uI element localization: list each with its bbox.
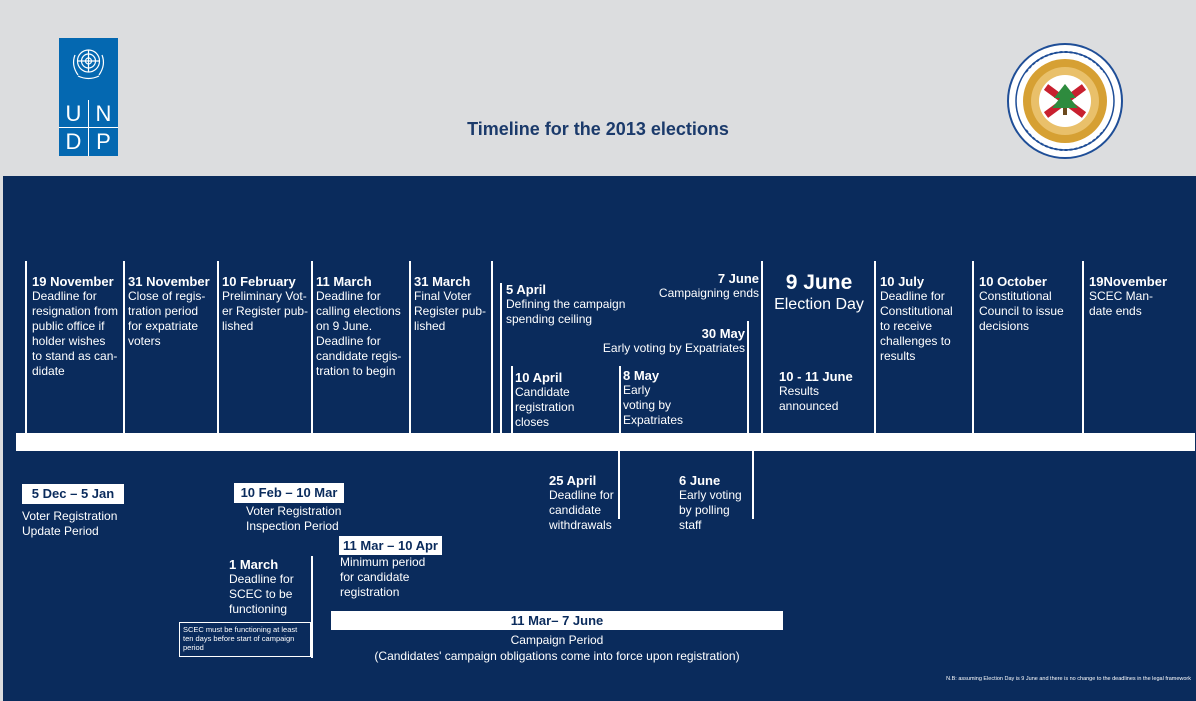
event-11-march bbox=[316, 274, 408, 379]
event-text: Results announced bbox=[779, 384, 839, 413]
timeline-panel bbox=[3, 176, 1196, 701]
event-date: 8 May bbox=[623, 368, 660, 383]
undp-letter-d: D bbox=[65, 129, 82, 154]
event-text: Election Day bbox=[774, 296, 864, 313]
tick-line bbox=[1082, 261, 1084, 433]
event-text: Deadline for calling elections on 9 June. Deadline for candidate regis- tration to begin bbox=[316, 289, 402, 378]
un-emblem-icon bbox=[66, 43, 111, 83]
event-date: 10 - 11 June bbox=[779, 369, 853, 384]
campaign-period-bar: 11 Mar– 7 June bbox=[331, 611, 783, 630]
event-6-june bbox=[679, 473, 751, 533]
event-10-october bbox=[979, 274, 1079, 334]
event-30-may bbox=[583, 326, 745, 356]
event-text: Deadline for resignation from public office if holder wishes to stand as can- didate bbox=[32, 289, 119, 378]
event-text: Early voting by Expatriates bbox=[602, 341, 745, 355]
event-date: 6 June bbox=[679, 473, 721, 488]
tick-line bbox=[409, 261, 411, 433]
event-date: 10 February bbox=[222, 274, 296, 289]
period-text: Voter Registration Update Period bbox=[22, 509, 118, 538]
event-date: 9 June bbox=[785, 271, 853, 294]
header bbox=[0, 0, 1196, 175]
event-text: Deadline for Constitutional to receive challenges to results bbox=[880, 289, 953, 363]
event-date: 10 July bbox=[880, 274, 925, 289]
footnote: N.B: assuming Election Day is 9 June and there is no change to the deadlines in the legal framework bbox=[946, 676, 1191, 682]
event-1-march bbox=[229, 557, 309, 617]
undp-letter-u: U bbox=[65, 101, 82, 126]
event-date: 5 April bbox=[506, 282, 546, 297]
scec-note: SCEC must be functioning at least ten days before start of campaign period bbox=[179, 622, 311, 657]
event-date: 19 November bbox=[32, 274, 114, 289]
tick-line bbox=[311, 556, 313, 658]
event-text: Deadline for SCEC to be functioning bbox=[229, 572, 294, 616]
campaign-period-subtext: (Candidates' campaign obligations come into force upon registration) bbox=[374, 649, 740, 663]
event-10-february bbox=[222, 274, 312, 334]
event-text: Constitutional Council to issue decisions bbox=[979, 289, 1064, 333]
tick-line bbox=[619, 366, 621, 433]
period-label: 11 Mar – 10 Apr bbox=[339, 536, 442, 555]
event-date: 11 March bbox=[316, 274, 372, 289]
undp-letter-n: N bbox=[95, 101, 112, 126]
event-date: 10 April bbox=[515, 370, 563, 385]
event-7-june bbox=[633, 271, 759, 301]
event-date: 1 March bbox=[229, 557, 279, 572]
undp-letter-p: P bbox=[96, 129, 111, 154]
timeline-bar bbox=[16, 433, 1195, 451]
event-19-november bbox=[32, 274, 127, 379]
tick-line bbox=[511, 366, 513, 433]
period-text: Minimum period for candidate registration bbox=[340, 555, 426, 599]
tick-line bbox=[972, 261, 974, 433]
period-label: 5 Dec – 5 Jan bbox=[22, 484, 124, 504]
tick-line bbox=[874, 261, 876, 433]
event-text: Early voting by Expatriates bbox=[623, 383, 684, 427]
event-date: 19November bbox=[1089, 274, 1168, 289]
event-text: SCEC Man- date ends bbox=[1089, 289, 1154, 318]
event-text: Defining the campaign spending ceiling bbox=[506, 297, 626, 326]
ministry-seal-logo bbox=[1006, 42, 1124, 160]
event-text: Candidate registration closes bbox=[515, 385, 575, 429]
event-10-july bbox=[880, 274, 972, 364]
event-text: Preliminary Vot- er Register pub- lished bbox=[222, 289, 309, 333]
period-label: 10 Feb – 10 Mar bbox=[234, 483, 344, 503]
event-19november bbox=[1089, 274, 1189, 319]
event-date: 10 October bbox=[979, 274, 1047, 289]
period-text: Voter Registration Inspection Period bbox=[246, 504, 342, 533]
event-31-march bbox=[414, 274, 496, 334]
event-date: 31 November bbox=[128, 274, 210, 289]
event-9-june-election-day bbox=[765, 271, 873, 315]
event-text: Final Voter Register pub- lished bbox=[414, 289, 487, 333]
event-5-april bbox=[506, 282, 646, 327]
tick-line bbox=[752, 451, 754, 519]
event-text: Deadline for candidate withdrawals bbox=[549, 488, 614, 532]
event-8-may bbox=[623, 368, 713, 428]
tick-line bbox=[761, 261, 763, 433]
tick-line bbox=[25, 261, 27, 433]
event-date: 30 May bbox=[701, 326, 745, 341]
event-text: Early voting by polling staff bbox=[679, 488, 742, 532]
event-31-november bbox=[128, 274, 220, 349]
event-10-april bbox=[515, 370, 605, 430]
tick-line bbox=[500, 283, 502, 433]
event-date: 31 March bbox=[414, 274, 471, 289]
event-text: Campaigning ends bbox=[658, 286, 759, 300]
event-date: 25 April bbox=[549, 473, 597, 488]
campaign-period-text: Campaign Period bbox=[510, 633, 604, 647]
event-date: 7 June bbox=[717, 271, 759, 286]
event-25-april bbox=[549, 473, 619, 533]
event-10-11-june bbox=[779, 369, 874, 414]
page-title: Timeline for the 2013 elections bbox=[467, 119, 729, 139]
event-text: Close of regis- tration period for expatriate voters bbox=[128, 289, 206, 348]
tick-line bbox=[747, 321, 749, 433]
